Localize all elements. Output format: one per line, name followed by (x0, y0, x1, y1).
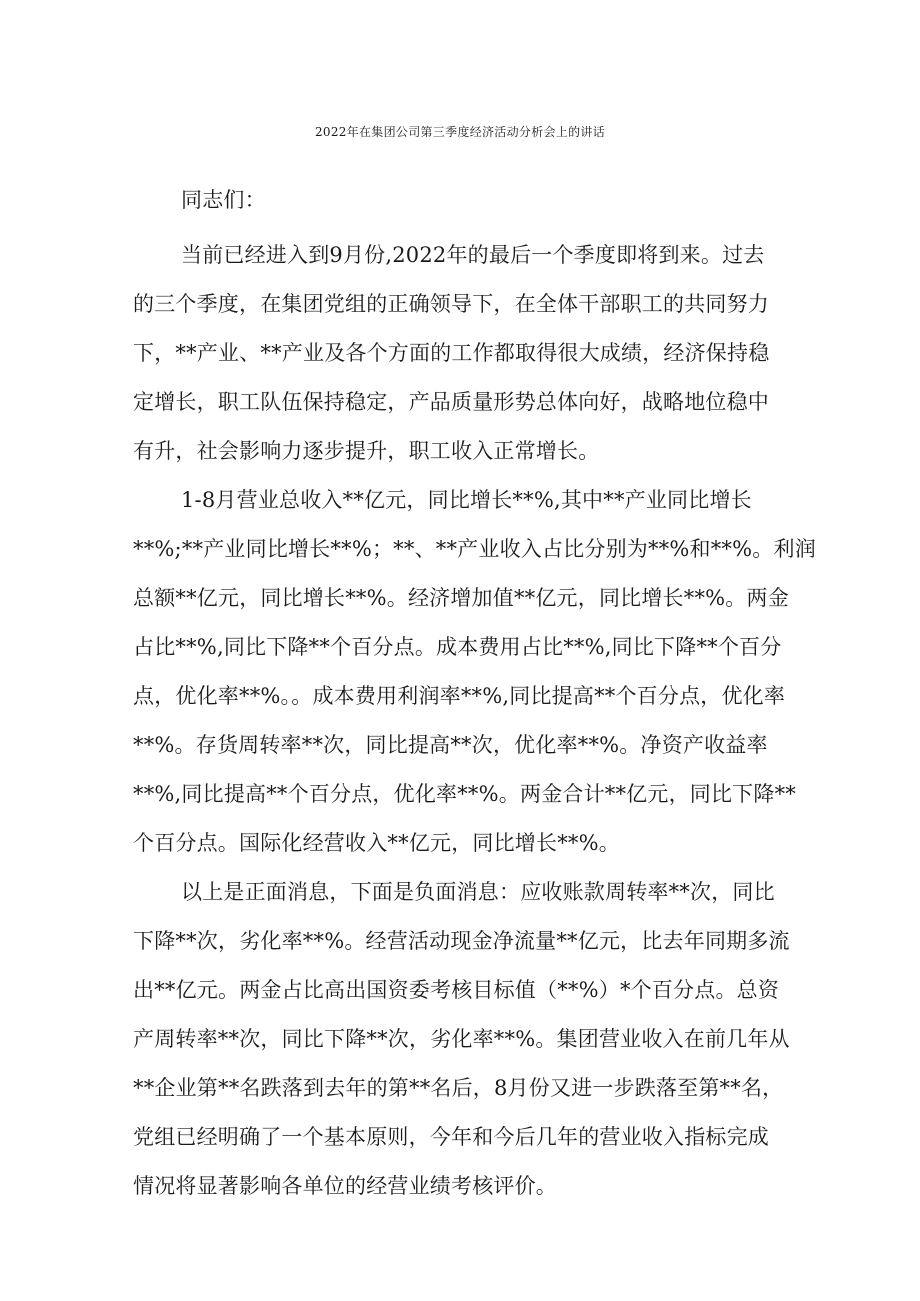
paragraph-2-line-3: 总额**亿元，同比增长**%。经济增加值**亿元，同比增长**%。两金 (133, 586, 789, 610)
document-title: 2022年在集团公司第三季度经济活动分析会上的讲话 (314, 125, 606, 139)
paragraph-3-line-2: 下降**次，劣化率**%。经营活动现金净流量**亿元，比去年同期多流 (133, 929, 790, 953)
paragraph-3-line-3: 出**亿元。两金占比高出国资委考核目标值（**%）*个百分点。总资 (133, 978, 780, 1002)
paragraph-3-line-1: 以上是正面消息，下面是负面消息：应收账款周转率**次，同比 (181, 880, 775, 904)
paragraph-2-line-8: 个百分点。国际化经营收入**亿元，同比增长**%。 (133, 831, 620, 855)
paragraph-2-line-4: 占比**%,同比下降**个百分点。成本费用占比**%,同比下降**个百分 (133, 635, 782, 659)
paragraph-2-line-6: **%。存货周转率**次，同比提高**次，优化率**%。净资产收益率 (133, 733, 768, 757)
paragraph-2-line-2: **%;**产业同比增长**%；**、**产业收入占比分别为**%和**%。利润 (133, 537, 816, 561)
paragraph-2-line-1: 1-8月营业总收入**亿元，同比增长**%,其中**产业同比增长 (181, 488, 752, 512)
paragraph-3-line-7: 情况将显著影响各单位的经营业绩考核评价。 (133, 1174, 557, 1198)
paragraph-3-line-6: 党组已经明确了一个基本原则，今年和今后几年的营业收入指标完成 (133, 1125, 769, 1149)
paragraph-2-line-7: **%,同比提高**个百分点，优化率**%。两金合计**亿元，同比下降** (133, 782, 796, 806)
paragraph-2-line-5: 点，优化率**%。。成本费用利润率**%,同比提高**个百分点，优化率 (133, 684, 786, 708)
paragraph-3-line-5: **企业第**名跌落到去年的第**名后，8月份又进一步跌落至第**名， (133, 1076, 784, 1100)
paragraph-1-line-1: 当前已经进入到9月份,2022年的最后一个季度即将到来。过去 (181, 243, 765, 267)
paragraph-3-line-4: 产周转率**次，同比下降**次，劣化率**%。集团营业收入在前几年从 (133, 1027, 790, 1051)
paragraph-1-line-5: 有升，社会影响力逐步提升，职工收入正常增长。 (133, 439, 600, 463)
salutation: 同志们： (181, 188, 266, 212)
paragraph-1-line-2: 的三个季度，在集团党组的正确领导下，在全体干部职工的共同努力 (133, 292, 769, 316)
paragraph-1-line-3: 下，**产业、**产业及各个方面的工作都取得很大成绩，经济保持稳 (133, 341, 770, 365)
paragraph-1-line-4: 定增长，职工队伍保持稳定，产品质量形势总体向好，战略地位稳中 (133, 390, 769, 414)
